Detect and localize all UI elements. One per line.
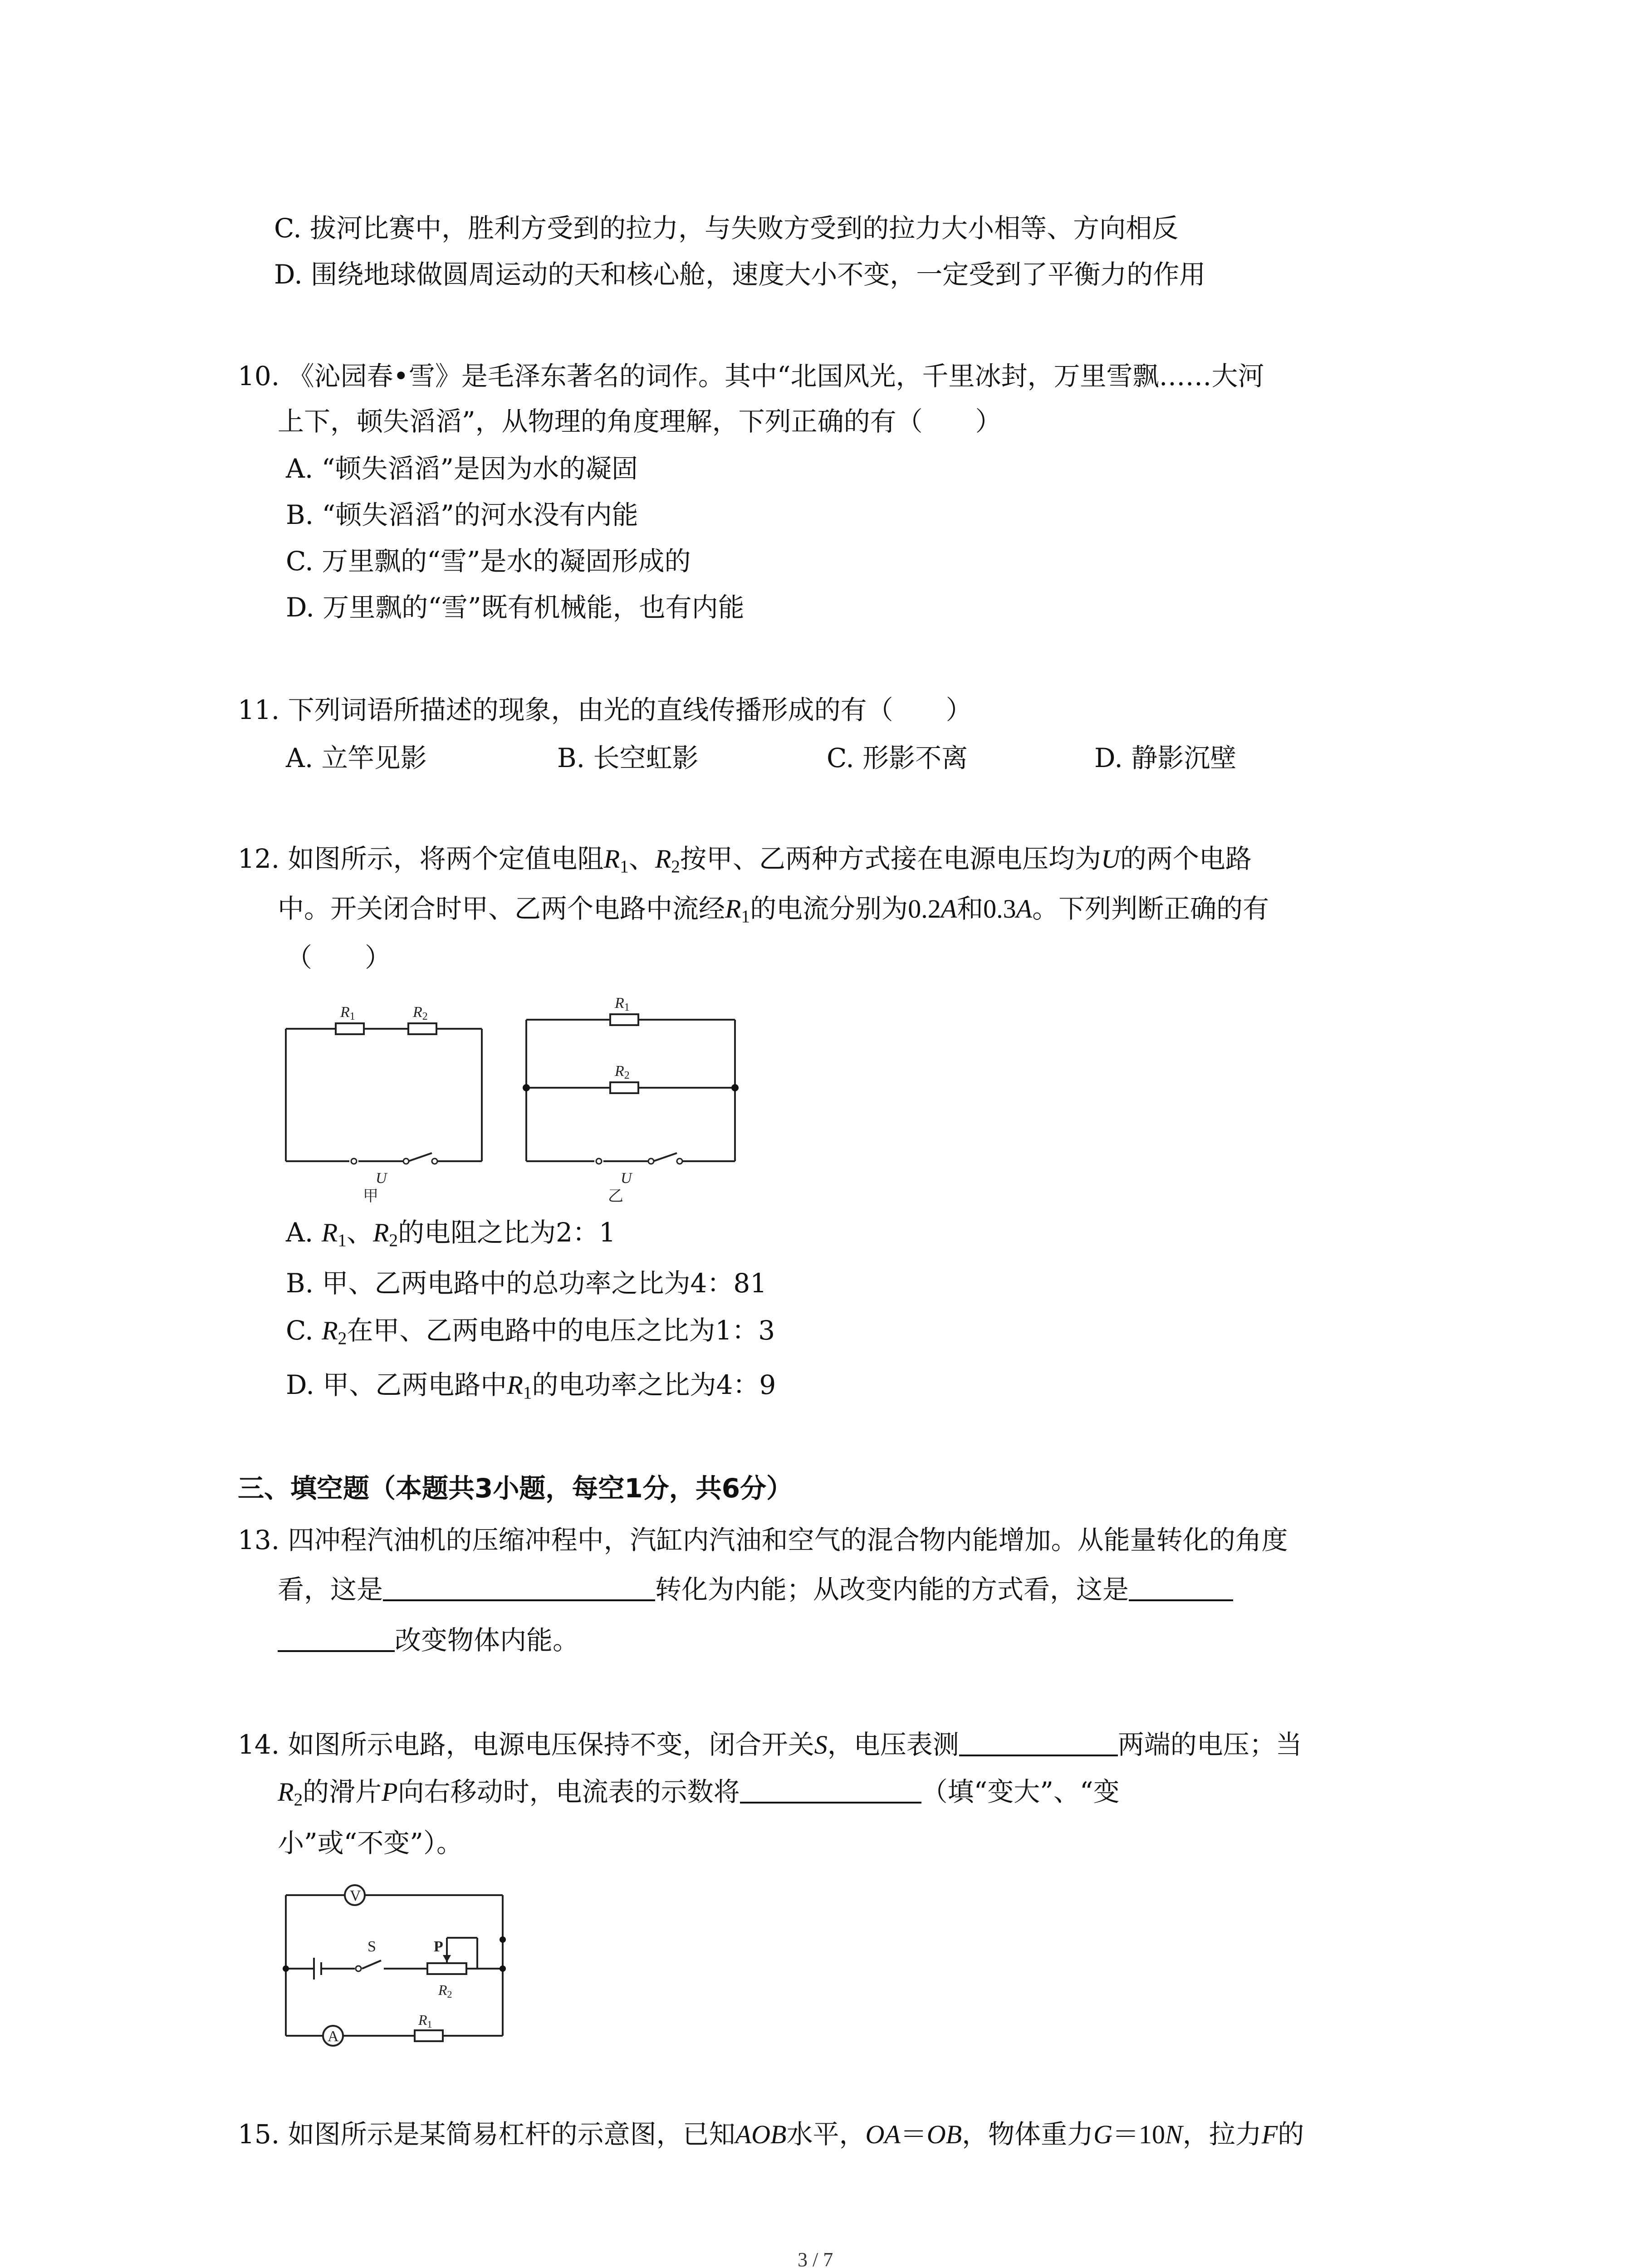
- q10-option-d: D. 万里飘的“雪”既有机械能，也有内能: [286, 592, 745, 623]
- q15-stem-line1: 15. 如图所示是某简易杠杆的示意图，已知AOB水平，OA＝OB，物体重力G＝10N，拉力F的: [238, 2119, 1304, 2150]
- svg-text:R1: R1: [418, 2012, 432, 2030]
- svg-text:A: A: [328, 2028, 339, 2045]
- svg-text:R2: R2: [615, 1063, 630, 1081]
- svg-text:U: U: [376, 1170, 387, 1187]
- q12-stem-line2: 中。开关闭合时甲、乙两个电路中流经$R_1$的电流分别为0.2A和0.3A。下列判断正确的有: [278, 893, 1269, 926]
- q10-option-b: B. “顿失滔滔”的河水没有内能: [286, 499, 638, 530]
- q13-blank-2b[interactable]: [278, 1627, 395, 1652]
- page-number: 3 / 7: [798, 2248, 833, 2268]
- q9-option-c: C. 拔河比赛中，胜利方受到的拉力，与失败方受到的拉力大小相等、方向相反: [274, 213, 1179, 244]
- q12-option-b: B. 甲、乙两电路中的总功率之比为4：81: [286, 1268, 767, 1299]
- svg-text:R1: R1: [340, 1004, 355, 1022]
- q12-circuit-figure: [272, 989, 753, 1207]
- svg-text:R1: R1: [615, 995, 630, 1013]
- q13-blank-2a[interactable]: [1129, 1576, 1233, 1601]
- q12-option-a: A. $R_1$、$R_2$的电阻之比为2：1: [286, 1217, 616, 1250]
- q14-circuit-figure: [272, 1873, 517, 2055]
- q12-stem-line1: 12. 如图所示，将两个定值电阻$R_1$、$R_2$按甲、乙两种方式接在电源电压均为U的两个电路: [238, 843, 1252, 876]
- q10-option-a: A. “顿失滔滔”是因为水的凝固: [286, 453, 638, 484]
- q14-stem-line2: $R_2$的滑片P向右移动时，电流表的示数将 （填“变大”、“变: [278, 1776, 1120, 1809]
- q10-option-c: C. 万里飘的“雪”是水的凝固形成的: [286, 546, 691, 577]
- svg-text:R2: R2: [413, 1004, 428, 1022]
- q11-option-b: B. 长空虹影: [557, 743, 699, 773]
- svg-text:V: V: [350, 1887, 361, 1904]
- q13-stem-line1: 13. 四冲程汽油机的压缩冲程中，汽缸内汽油和空气的混合物内能增加。从能量转化的角度: [238, 1525, 1288, 1555]
- q14-blank-1[interactable]: [959, 1731, 1118, 1756]
- q13-blank-1[interactable]: [383, 1576, 655, 1601]
- q12-answer-paren: （ ）: [286, 942, 392, 973]
- svg-text:P: P: [434, 1938, 443, 1955]
- q11-option-c: C. 形影不离: [827, 743, 968, 773]
- svg-text:S: S: [367, 1938, 376, 1955]
- q14-stem-line3: 小”或“不变”）。: [278, 1828, 463, 1858]
- q11-option-a: A. 立竿见影: [286, 743, 427, 773]
- svg-text:R2: R2: [438, 1982, 452, 2000]
- q11-option-d: D. 静影沉壁: [1094, 743, 1237, 773]
- q12-option-d: D. 甲、乙两电路中$R_1$的电功率之比为4：9: [286, 1369, 776, 1403]
- q14-stem-line1: 14. 如图所示电路，电源电压保持不变，闭合开关S，电压表测 两端的电压；当: [238, 1729, 1302, 1760]
- q10-stem-line2: 上下，顿失滔滔”，从物理的角度理解，下列正确的有（ ）: [278, 406, 1002, 437]
- q14-blank-2[interactable]: [740, 1778, 921, 1804]
- section-3-heading: 三、填空题（本题共3小题，每空1分，共6分）: [238, 1473, 793, 1504]
- svg-text:乙: 乙: [608, 1188, 623, 1205]
- svg-text:U: U: [621, 1170, 632, 1187]
- q10-stem-line1: 10. 《沁园春•雪》是毛泽东著名的词作。其中“北国风光，千里冰封，万里雪飘……大河: [238, 361, 1264, 391]
- q13-stem-line2: 看，这是 转化为内能；从改变内能的方式看，这是: [278, 1576, 1233, 1603]
- q13-stem-line3: 改变物体内能。: [278, 1627, 579, 1653]
- q12-option-c: C. $R_2$在甲、乙两电路中的电压之比为1：3: [286, 1315, 775, 1348]
- q11-stem: 11. 下列词语所描述的现象，由光的直线传播形成的有（ ）: [238, 694, 972, 725]
- svg-text:甲: 甲: [363, 1188, 378, 1205]
- q9-option-d: D. 围绕地球做圆周运动的天和核心舱，速度大小不变，一定受到了平衡力的作用: [274, 259, 1206, 290]
